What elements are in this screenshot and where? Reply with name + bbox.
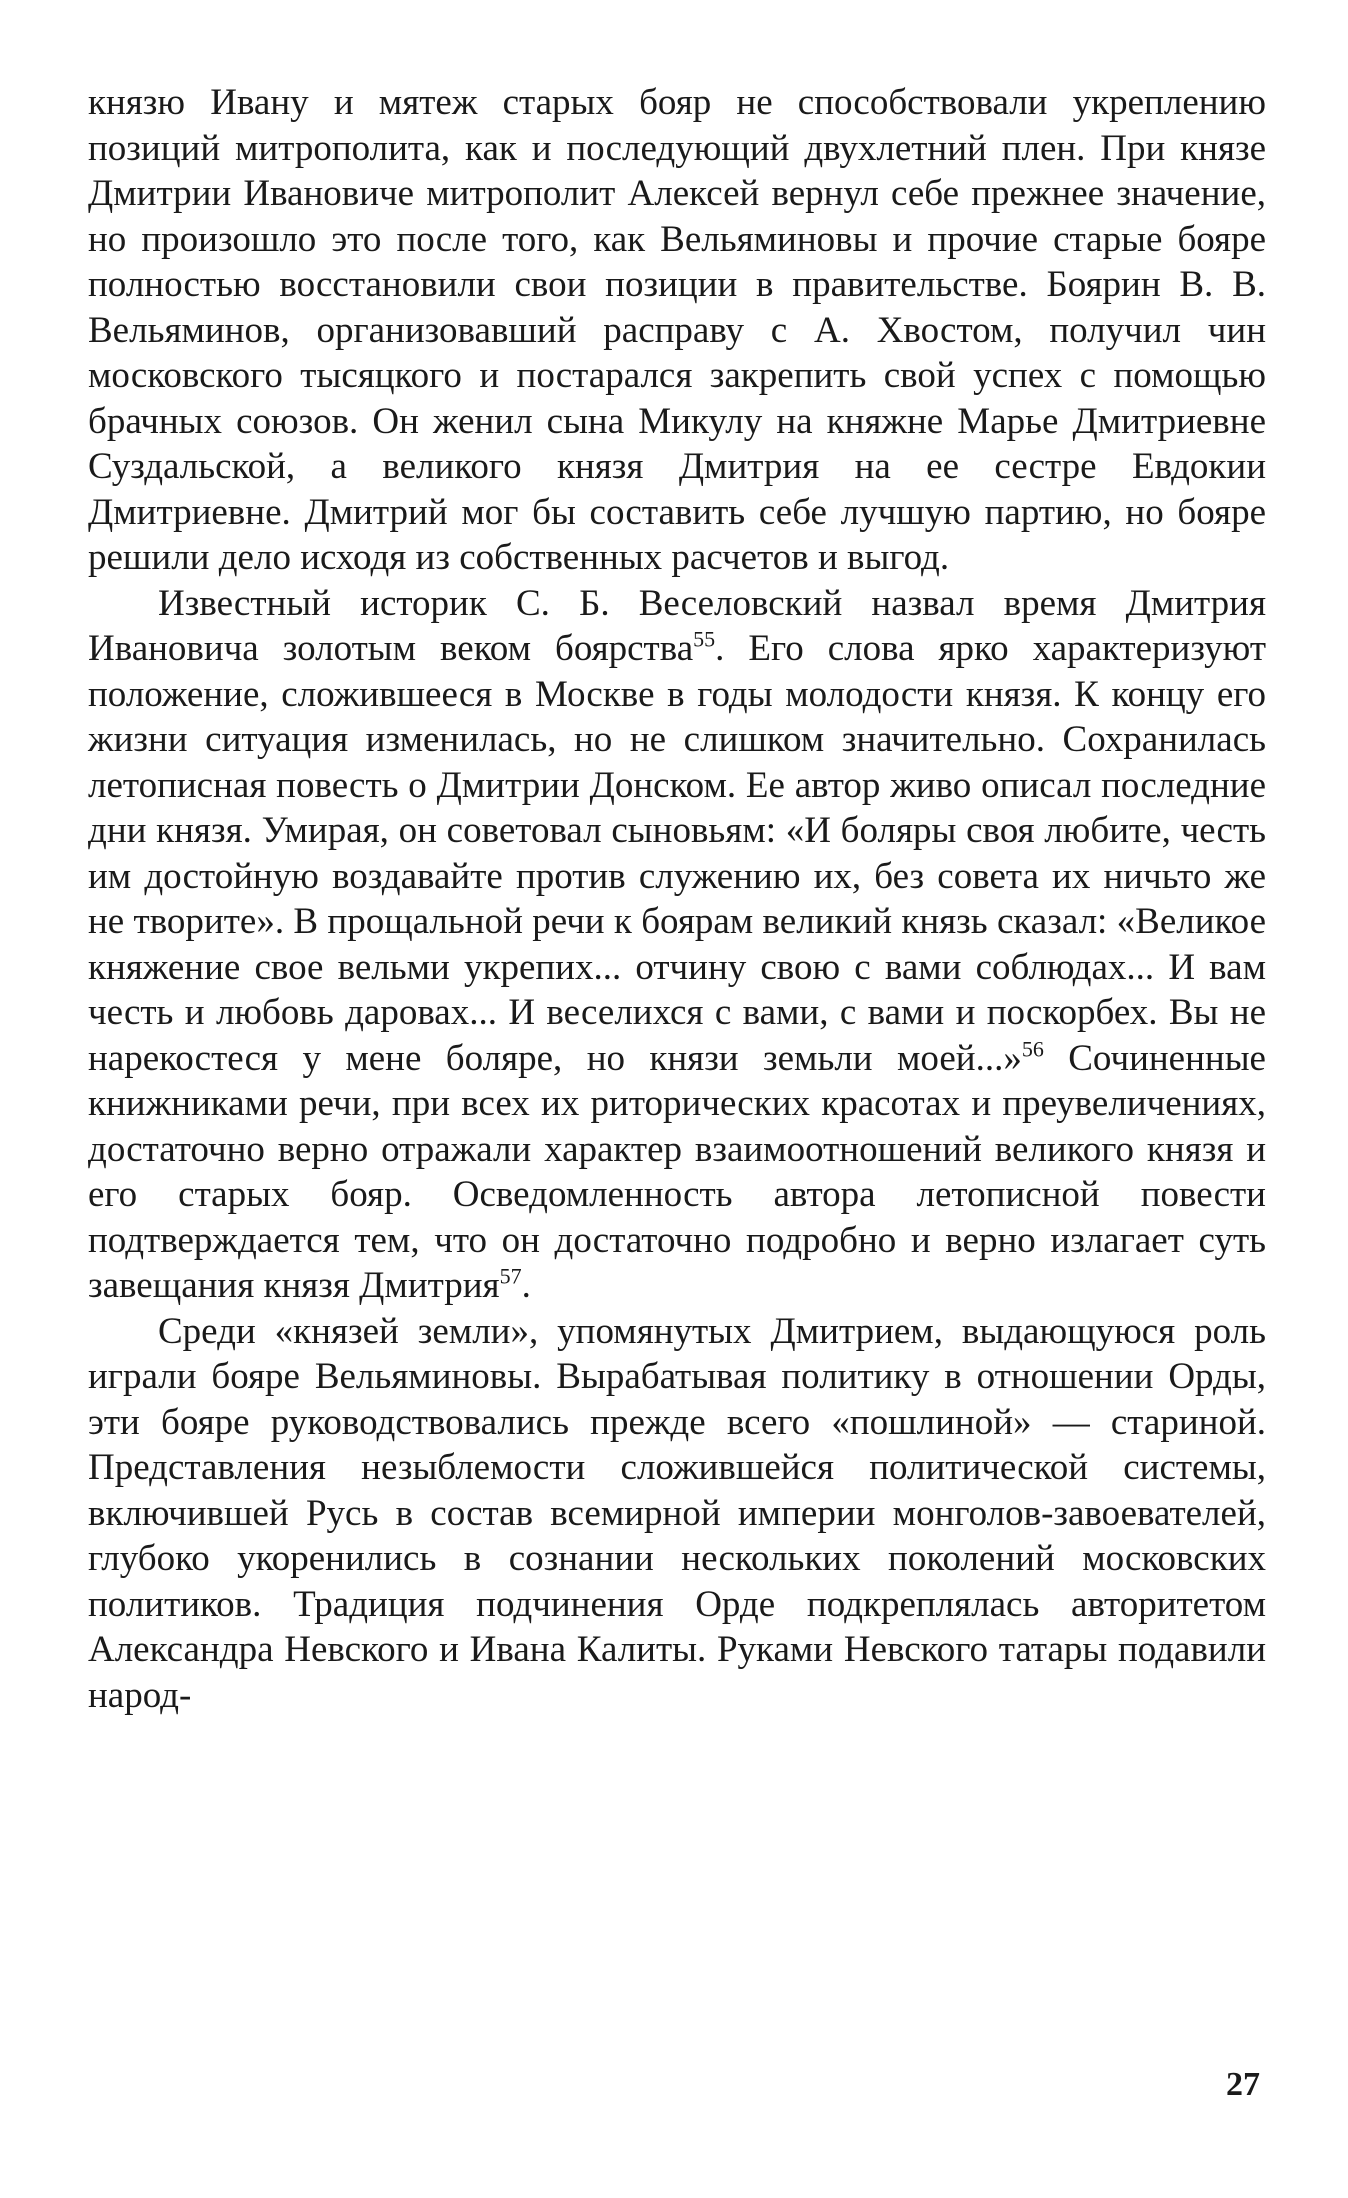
footnote-ref-57: 57 [499, 1263, 522, 1289]
paragraph-2-text-c: Сочиненные книжниками речи, при всех их риторических красотах и преувеличениях, достаточно верно отражали характер взаимоотношений великого князя и его старых бояр. Осведомленность автора летописной повести подтверждается тем, что он достаточно подробно и верно излагает суть завещания князя Дмитрия [88, 1037, 1266, 1306]
paragraph-2-text-a: Известный историк С. Б. Веселовский назвал время Дмитрия Ивановича золотым веком боярства [88, 582, 1266, 669]
paragraph-2 [88, 581, 1266, 1309]
footnote-ref-55: 55 [693, 626, 716, 652]
document-body [88, 80, 1266, 1718]
paragraph-1-text: князю Ивану и мятеж старых бояр не способствовали укреплению позиций митрополита, как и последующий двухлетний плен. При князе Дмитрии Ивановиче митрополит Алексей вернул себе прежнее значение, но произошло это после того, как Вельяминовы и прочие старые бояре полностью восстановили свои позиции в правительстве. Боярин В. В. Вельяминов, организовавший расправу с А. Хвостом, получил чин московского тысяцкого и постарался закрепить свой успех с помощью брачных союзов. Он женил сына Микулу на княжне Марье Дмитриевне Суздальской, а великого князя Дмитрия на ее сестре Евдокии Дмитриевне. Дмитрий мог бы составить себе лучшую партию, но бояре решили дело исходя из собственных расчетов и выгод. [88, 82, 1266, 578]
paragraph-2-text-b: . Его слова ярко характеризуют положение, сложившееся в Москве в годы молодости князя. К концу его жизни ситуация изменилась, но не слишком значительно. Сохранилась летописная повесть о Дмитрии Донском. Ее автор живо описал последние дни князя. Умирая, он советовал сыновьям: «И боляры своя любите, честь им достойную воздавайте против служению их, без совета их ничьто же не творите». В прощальной речи к боярам великий князь сказал: «Великое княжение свое вельми укрепих... отчину свою с вами соблюдах... И вам честь и любовь даровах... И веселихся с вами, с вами и поскорбех. Вы не нарекостеся у мене боляре, но князи земьли моей...» [88, 628, 1266, 1079]
paragraph-2-text-d: . [521, 1265, 531, 1306]
paragraph-3 [88, 1309, 1266, 1719]
paragraph-3-text: Среди «князей земли», упомянутых Дмитрием, выдающуюся роль играли бояре Вельяминовы. Вырабатывая политику в отношении Орды, эти бояре руководствовались прежде всего «пошлиной» — стариной. Представления незыблемости сложившейся политической системы, включившей Русь в состав всемирной империи монголов-завоевателей, глубоко укоренились в сознании нескольких поколений московских политиков. Традиция подчинения Орде подкреплялась авторитетом Александра Невского и Ивана Калиты. Руками Невского татары подавили народ- [88, 1310, 1266, 1716]
footnote-ref-56: 56 [1021, 1036, 1044, 1062]
paragraph-1 [88, 80, 1266, 581]
page-number: 27 [1226, 2066, 1260, 2103]
